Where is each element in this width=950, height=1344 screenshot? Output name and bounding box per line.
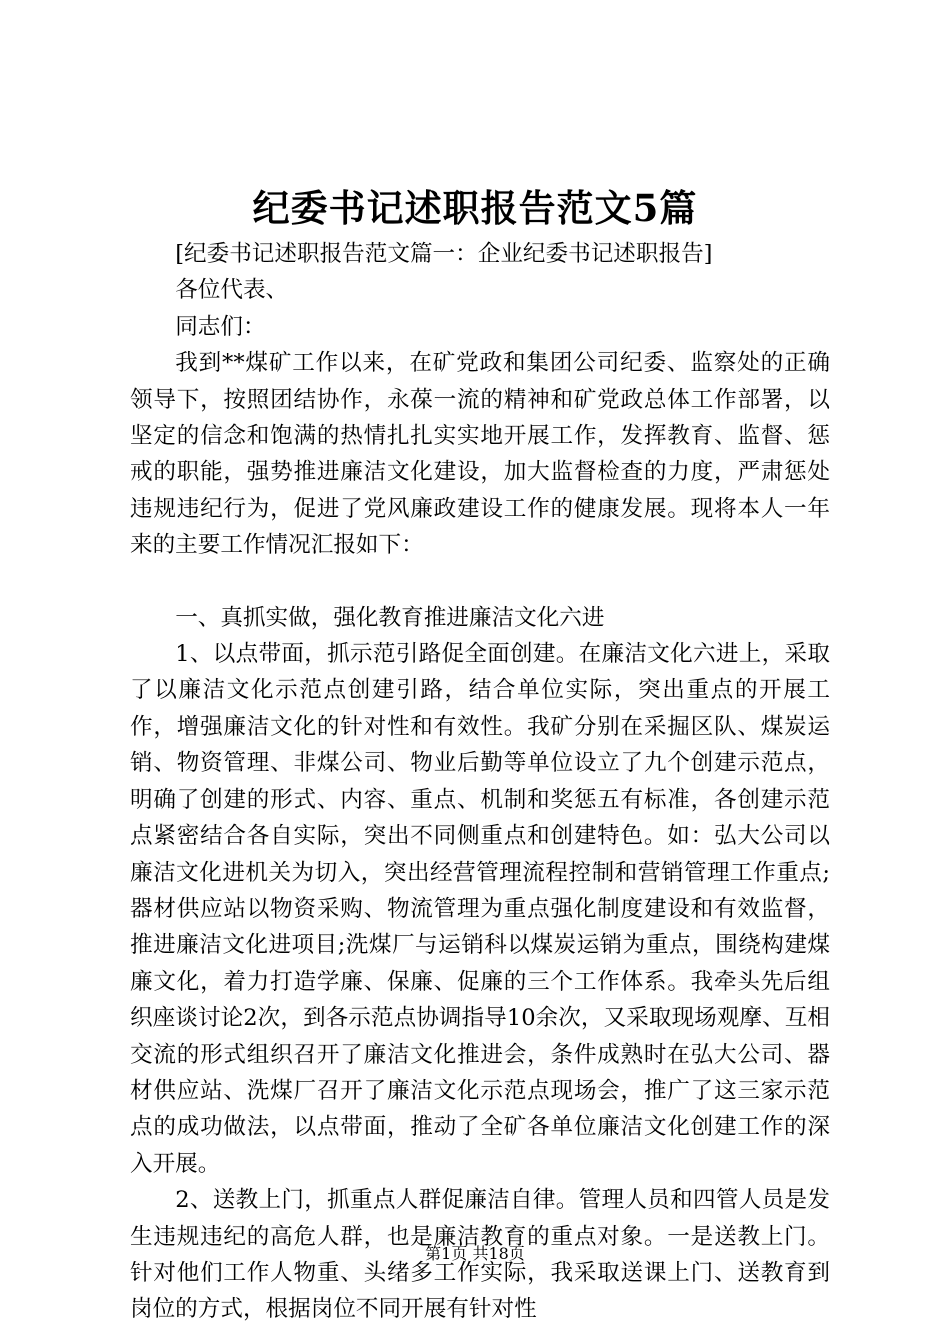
- document-title: 纪委书记述职报告范文5篇: [252, 186, 698, 230]
- section-subtitle: [纪委书记述职报告范文篇一：企业纪委书记述职报告]: [175, 241, 713, 267]
- paragraph-spacer: [130, 564, 830, 600]
- section-heading-1: 一、真抓实做，强化教育推进廉洁文化六进: [175, 604, 605, 631]
- paragraph-intro: 我到**煤矿工作以来，在矿党政和集团公司纪委、监察处的正确领导下，按照团结协作，永葆一流的精神和矿党政总体工作部署，以坚定的信念和饱满的热情扎扎实实地开展工作，发挥教育、监督、惩戒的职能，强势推进廉洁文化建设，加大监督检查的力度，严肃惩处违规违纪行为，促进了党风廉政建设工作的健康发展。现将本人一年来的主要工作情况汇报如下：: [130, 350, 830, 559]
- salutation-line-2: 同志们：: [175, 313, 266, 340]
- salutation-line-1: 各位代表、: [175, 277, 289, 304]
- document-body: [130, 236, 830, 1328]
- page-number-footer: 第1页 共18页: [425, 1244, 525, 1263]
- paragraph-item-1: 1、以点带面，抓示范引路促全面创建。在廉洁文化六进上，采取了以廉洁文化示范点创建引路，结合单位实际，突出重点的开展工作，增强廉洁文化的针对性和有效性。我矿分别在采掘区队、煤炭运销、物资管理、非煤公司、物业后勤等单位设立了九个创建示范点，明确了创建的形式、内容、重点、机制和奖惩五有标准，各创建示范点紧密结合各自实际，突出不同侧重点和创建特色。如：弘大公司以廉洁文化进机关为切入，突出经营管理流程控制和营销管理工作重点;器材供应站以物资采购、物流管理为重点强化制度建设和有效监督，推进廉洁文化进项目;洗煤厂与运销科以煤炭运销为重点，围绕构建煤廉文化，着力打造学廉、保廉、促廉的三个工作体系。我牵头先后组织座谈讨论2次，到各示范点协调指导10余次，又采取现场观摩、互相交流的形式组织召开了廉洁文化推进会，条件成熟时在弘大公司、器材供应站、洗煤厂召开了廉洁文化示范点现场会，推广了这三家示范点的成功做法，以点带面，推动了全矿各单位廉洁文化创建工作的深入开展。: [130, 641, 830, 1177]
- paragraph-item-2: 2、送教上门，抓重点人群促廉洁自律。管理人员和四管人员是发生违规违纪的高危人群，也是廉洁教育的重点对象。一是送教上门。针对他们工作人物重、头绪多工作实际，我采取送课上门、送教育到岗位的方式，根据岗位不同开展有针对性: [130, 1187, 830, 1323]
